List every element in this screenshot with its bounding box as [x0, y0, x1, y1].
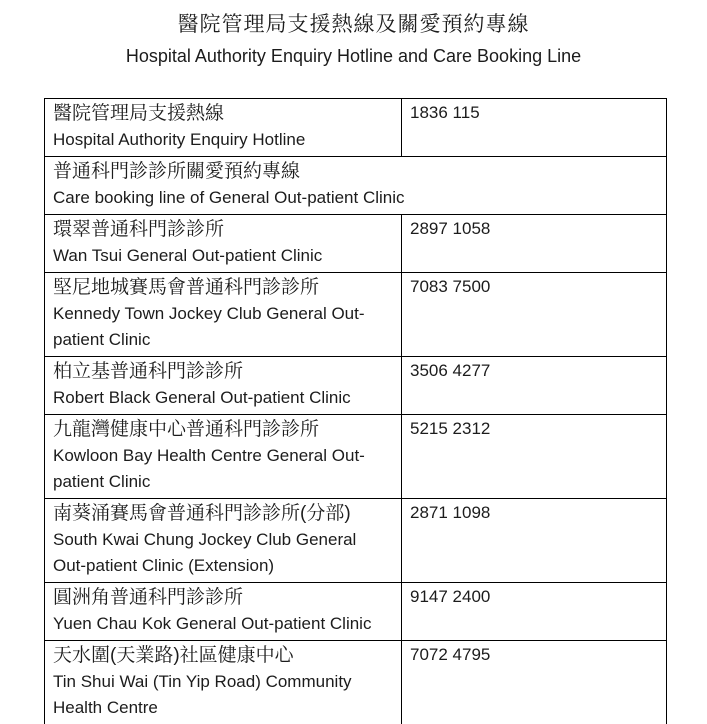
- clinic-name-cell: [45, 641, 402, 724]
- table-row-kennedy-town: [45, 273, 667, 357]
- clinic-name-en: Hospital Authority Enquiry Hotline: [53, 130, 306, 149]
- phone-number: 1836 115: [402, 99, 667, 157]
- table-row-robert-black: [45, 357, 667, 415]
- clinic-name-en: Yuen Chau Kok General Out-patient Clinic: [53, 614, 372, 633]
- clinic-name-en: Kennedy Town Jockey Club General Out-patient Clinic: [53, 304, 365, 349]
- clinic-name-zh: 醫院管理局支援熱線: [53, 103, 225, 124]
- clinic-name-cell: [45, 583, 402, 641]
- hotline-table: [44, 98, 667, 724]
- phone-number: 3506 4277: [402, 357, 667, 415]
- clinic-name-cell: [45, 99, 402, 157]
- phone-number: 7072 4795: [402, 641, 667, 724]
- table-row-enquiry-hotline: [45, 99, 667, 157]
- section-header-cell: [45, 157, 667, 215]
- clinic-name-zh: 南葵涌賽馬會普通科門診診所(分部): [53, 503, 351, 524]
- clinic-name-en: Wan Tsui General Out-patient Clinic: [53, 246, 323, 265]
- phone-number: 7083 7500: [402, 273, 667, 357]
- section-header-zh: 普通科門診診所關愛預約專線: [53, 161, 301, 182]
- table-row-yuen-chau-kok: [45, 583, 667, 641]
- clinic-name-cell: [45, 215, 402, 273]
- table-row-kowloon-bay: [45, 415, 667, 499]
- clinic-name-zh: 天水圍(天業路)社區健康中心: [53, 645, 294, 666]
- clinic-name-zh: 堅尼地城賽馬會普通科門診診所: [53, 277, 320, 298]
- phone-number: 2871 1098: [402, 499, 667, 583]
- page-title-chinese: 醫院管理局支援熱線及關愛預約專線: [177, 13, 530, 36]
- clinic-name-en: Tin Shui Wai (Tin Yip Road) Community Health Centre: [53, 672, 352, 717]
- table-row-south-kwai-chung: [45, 499, 667, 583]
- clinic-name-zh: 九龍灣健康中心普通科門診診所: [53, 419, 320, 440]
- clinic-name-cell: [45, 273, 402, 357]
- page-title-english: Hospital Authority Enquiry Hotline and Care Booking Line: [125, 46, 582, 66]
- section-header-en: Care booking line of General Out-patient Clinic: [53, 188, 405, 207]
- clinic-name-zh: 圓洲角普通科門診診所: [53, 587, 244, 608]
- clinic-name-en: South Kwai Chung Jockey Club General Out-patient Clinic (Extension): [53, 530, 357, 575]
- clinic-name-cell: [45, 415, 402, 499]
- table-row-wan-tsui: [45, 215, 667, 273]
- clinic-name-en: Kowloon Bay Health Centre General Out-patient Clinic: [53, 446, 365, 491]
- table-row-tin-shui-wai: [45, 641, 667, 724]
- phone-number: 5215 2312: [402, 415, 667, 499]
- clinic-name-en: Robert Black General Out-patient Clinic: [53, 388, 351, 407]
- clinic-name-zh: 環翠普通科門診診所: [53, 219, 225, 240]
- phone-number: 9147 2400: [402, 583, 667, 641]
- clinic-name-cell: [45, 499, 402, 583]
- clinic-name-zh: 柏立基普通科門診診所: [53, 361, 244, 382]
- phone-number: 2897 1058: [402, 215, 667, 273]
- clinic-name-cell: [45, 357, 402, 415]
- table-row-care-booking-header: [45, 157, 667, 215]
